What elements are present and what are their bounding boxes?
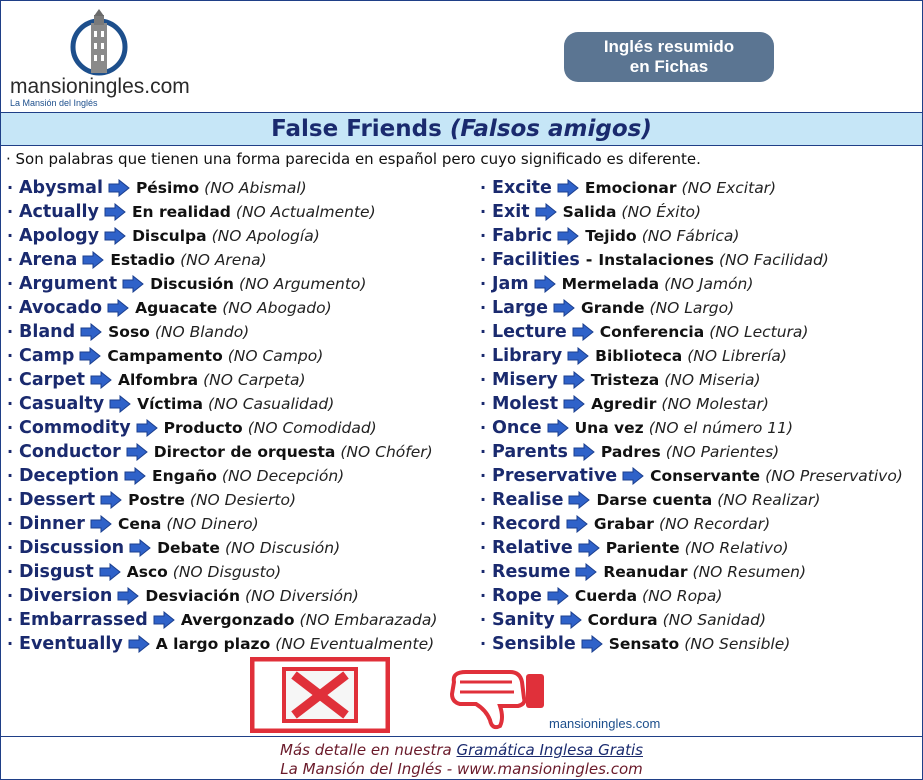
- arrow-right-icon: [107, 299, 129, 317]
- word-row: [480, 488, 903, 512]
- bullet: ·: [7, 202, 14, 221]
- false-translation: (NO Diversión): [245, 587, 359, 605]
- spanish-meaning: Cena: [117, 515, 162, 533]
- word-row: [7, 272, 437, 296]
- arrow-right-icon: [100, 491, 122, 509]
- bullet: ·: [7, 586, 14, 605]
- bullet: ·: [480, 562, 487, 581]
- footer-line-1: [1, 741, 922, 760]
- word-row: [480, 296, 903, 320]
- false-translation: (NO Facilidad): [719, 251, 829, 269]
- bullet: ·: [7, 634, 14, 653]
- bullet: ·: [480, 178, 487, 197]
- word-row: [480, 536, 903, 560]
- bullet: ·: [480, 442, 487, 461]
- bullet: ·: [7, 274, 14, 293]
- bullet: ·: [480, 250, 487, 269]
- english-word: Deception: [19, 466, 120, 486]
- false-translation: (NO Comodidad): [247, 419, 377, 437]
- false-translation: (NO Largo): [649, 299, 735, 317]
- bullet: ·: [7, 562, 14, 581]
- false-translation: (NO Embarazada): [299, 611, 438, 629]
- false-translation: (NO Relativo): [684, 539, 789, 557]
- grammar-link[interactable]: Gramática Inglesa Gratis: [456, 741, 643, 759]
- english-word: Casualty: [19, 394, 105, 414]
- bullet: ·: [480, 226, 487, 245]
- word-row: [7, 536, 437, 560]
- tower-logo-icon: [69, 9, 129, 77]
- english-word: Sensible: [492, 634, 576, 654]
- english-word: Commodity: [19, 418, 131, 438]
- word-row: [7, 416, 437, 440]
- english-word: Fabric: [492, 226, 553, 246]
- bullet: ·: [7, 298, 14, 317]
- spanish-meaning: Reanudar: [603, 563, 688, 581]
- english-word: Disgust: [19, 562, 94, 582]
- arrow-right-icon: [108, 179, 130, 197]
- bullet: ·: [480, 466, 487, 485]
- spanish-meaning: Darse cuenta: [596, 491, 713, 509]
- arrow-right-icon: [126, 443, 148, 461]
- spanish-meaning: Aguacate: [135, 299, 218, 317]
- english-word: Embarrassed: [19, 610, 148, 630]
- false-translation: (NO Arena): [180, 251, 267, 269]
- arrow-right-icon: [99, 563, 121, 581]
- spanish-meaning: Campamento: [107, 347, 223, 365]
- logo-subtitle: La Mansión del Inglés: [10, 98, 98, 108]
- bullet: ·: [480, 514, 487, 533]
- false-translation: (NO Resumen): [692, 563, 806, 581]
- false-translation: (NO Argumento): [238, 275, 367, 293]
- arrow-right-icon: [153, 611, 175, 629]
- word-row: [7, 560, 437, 584]
- false-translation: (NO Apología): [211, 227, 320, 245]
- spanish-meaning: Estadio: [110, 251, 176, 269]
- spanish-meaning: Grabar: [593, 515, 654, 533]
- false-translation: (NO Librería): [687, 347, 787, 365]
- english-word: Jam: [492, 274, 529, 294]
- spanish-meaning: Discusión: [150, 275, 234, 293]
- arrow-right-icon: [553, 299, 575, 317]
- header: [1, 1, 922, 112]
- false-translation: (NO Molestar): [661, 395, 769, 413]
- english-word: Library: [492, 346, 563, 366]
- arrow-right-icon: [560, 611, 582, 629]
- bullet: ·: [480, 370, 487, 389]
- bullet: ·: [480, 394, 487, 413]
- spanish-meaning: Asco: [126, 563, 168, 581]
- arrow-right-icon: [547, 419, 569, 437]
- arrow-right-icon: [575, 563, 597, 581]
- word-row: [7, 320, 437, 344]
- bullet: ·: [7, 250, 14, 269]
- word-row: [7, 176, 437, 200]
- english-word: Rope: [492, 586, 542, 606]
- false-translation: (NO Desierto): [189, 491, 297, 509]
- english-word: Carpet: [19, 370, 86, 390]
- english-word: Misery: [492, 370, 558, 390]
- arrow-right-icon: [581, 635, 603, 653]
- english-word: Relative: [492, 538, 573, 558]
- word-row: [480, 392, 903, 416]
- arrow-right-icon: [573, 443, 595, 461]
- false-translation: (NO Abogado): [222, 299, 332, 317]
- bullet: ·: [7, 466, 14, 485]
- arrow-right-icon: [566, 515, 588, 533]
- english-word: Excite: [492, 178, 552, 198]
- word-row: [480, 320, 903, 344]
- word-row: [7, 512, 437, 536]
- spanish-meaning: Alfombra: [118, 371, 199, 389]
- badge-line-2: en Fichas: [629, 57, 709, 76]
- bullet: ·: [480, 322, 487, 341]
- false-translation: (NO Disgusto): [172, 563, 282, 581]
- mini-logo-text: mansioningles.com: [549, 716, 661, 731]
- spanish-meaning: Emocionar: [584, 179, 677, 197]
- false-translation: (NO Jamón): [664, 275, 754, 293]
- word-row: [480, 344, 903, 368]
- false-translation: (NO el número 11): [648, 419, 794, 437]
- false-translation: (NO Campo): [227, 347, 324, 365]
- word-row: [480, 272, 903, 296]
- spanish-meaning: Agredir: [591, 395, 657, 413]
- spanish-meaning: Grande: [581, 299, 645, 317]
- footer: [1, 736, 922, 779]
- word-row: [480, 416, 903, 440]
- word-row: [480, 632, 903, 656]
- spanish-meaning: Instalaciones: [598, 251, 714, 269]
- english-word: Argument: [19, 274, 118, 294]
- english-word: Parents: [492, 442, 568, 462]
- english-word: Arena: [19, 250, 78, 270]
- arrow-right-icon: [563, 395, 585, 413]
- english-word: Camp: [19, 346, 75, 366]
- english-word: Dinner: [19, 514, 85, 534]
- word-row: [7, 248, 437, 272]
- spanish-meaning: Engaño: [152, 467, 217, 485]
- title-main: False Friends: [271, 116, 442, 142]
- false-translation: (NO Ropa): [642, 587, 723, 605]
- arrow-right-icon: [117, 587, 139, 605]
- spanish-meaning: En realidad: [131, 203, 231, 221]
- false-translation: (NO Sanidad): [662, 611, 767, 629]
- page-title: [1, 112, 922, 146]
- arrow-right-icon: [563, 371, 585, 389]
- word-row: [480, 368, 903, 392]
- false-translation: (NO Fábrica): [641, 227, 740, 245]
- false-translation: (NO Éxito): [621, 203, 702, 221]
- arrow-right-icon: [90, 515, 112, 533]
- spanish-meaning: Director de orquesta: [153, 443, 336, 461]
- false-translation: (NO Recordar): [658, 515, 771, 533]
- english-word: Conductor: [19, 442, 121, 462]
- thumbs-down-icon: [446, 664, 552, 732]
- bullet: ·: [7, 514, 14, 533]
- arrow-right-icon: [129, 539, 151, 557]
- english-word: Facilities: [492, 250, 580, 270]
- english-word: Dessert: [19, 490, 96, 510]
- false-translation: (NO Lectura): [709, 323, 809, 341]
- spanish-meaning: Debate: [157, 539, 220, 557]
- bullet: ·: [480, 634, 487, 653]
- word-row: [7, 440, 437, 464]
- arrow-right-icon: [124, 467, 146, 485]
- bullet: ·: [7, 370, 14, 389]
- spanish-meaning: Salida: [562, 203, 617, 221]
- english-word: Large: [492, 298, 548, 318]
- word-row: [7, 392, 437, 416]
- spanish-meaning: Víctima: [137, 395, 203, 413]
- word-row: [7, 200, 437, 224]
- false-translation: (NO Preservativo): [765, 467, 903, 485]
- bullet: ·: [7, 394, 14, 413]
- false-translation: (NO Miseria): [664, 371, 761, 389]
- false-translation: (NO Blando): [154, 323, 250, 341]
- false-translation: (NO Chófer): [340, 443, 433, 461]
- arrow-right-icon: [568, 491, 590, 509]
- arrow-right-icon: [79, 347, 101, 365]
- arrow-right-icon: [122, 275, 144, 293]
- arrow-right-icon: [90, 371, 112, 389]
- spanish-meaning: Producto: [163, 419, 243, 437]
- word-row: [7, 584, 437, 608]
- spanish-meaning: Tejido: [585, 227, 637, 245]
- english-word: Lecture: [492, 322, 567, 342]
- arrow-right-icon: [104, 227, 126, 245]
- bullet: ·: [480, 418, 487, 437]
- english-word: Resume: [492, 562, 571, 582]
- arrow-right-icon: [109, 395, 131, 413]
- word-row: [7, 464, 437, 488]
- arrow-right-icon: [104, 203, 126, 221]
- bullet: ·: [480, 202, 487, 221]
- english-word: Abysmal: [19, 178, 103, 198]
- word-row: [7, 224, 437, 248]
- false-translation: (NO Decepción): [221, 467, 345, 485]
- x-mark-icon: [250, 657, 390, 733]
- english-word: Bland: [19, 322, 76, 342]
- word-row: [480, 464, 903, 488]
- english-word: Actually: [19, 202, 99, 222]
- bullet: ·: [480, 538, 487, 557]
- false-translation: (NO Abismal): [204, 179, 307, 197]
- english-word: Sanity: [492, 610, 555, 630]
- false-translation: (NO Carpeta): [203, 371, 306, 389]
- arrow-right-icon: [572, 323, 594, 341]
- word-row: [480, 584, 903, 608]
- footer-line-2: La Mansión del Inglés - www.mansioningles.com: [280, 760, 643, 778]
- arrow-right-icon: [567, 347, 589, 365]
- spanish-meaning: Pariente: [605, 539, 680, 557]
- false-translation: (NO Discusión): [224, 539, 341, 557]
- false-translation: (NO Sensible): [684, 635, 791, 653]
- word-row: [480, 440, 903, 464]
- word-row: [7, 296, 437, 320]
- spanish-meaning: Postre: [128, 491, 185, 509]
- section-badge: [564, 32, 774, 82]
- bullet: ·: [7, 178, 14, 197]
- bullet: ·: [480, 298, 487, 317]
- badge-line-1: Inglés resumido: [603, 37, 735, 56]
- spanish-meaning: A largo plazo: [155, 635, 271, 653]
- english-word: Diversion: [19, 586, 113, 606]
- false-translation: (NO Excitar): [681, 179, 777, 197]
- false-translation: (NO Eventualmente): [275, 635, 435, 653]
- spanish-meaning: Mermelada: [561, 275, 660, 293]
- arrow-right-icon: [557, 179, 579, 197]
- arrow-right-icon: [547, 587, 569, 605]
- dash-separator: -: [585, 250, 593, 269]
- false-translation: (NO Casualidad): [207, 395, 335, 413]
- bullet: ·: [480, 586, 487, 605]
- english-word: Avocado: [19, 298, 103, 318]
- footer-prefix: Más detalle en nuestra: [280, 741, 457, 759]
- spanish-meaning: Cuerda: [574, 587, 638, 605]
- arrow-right-icon: [622, 467, 644, 485]
- spanish-meaning: Biblioteca: [595, 347, 683, 365]
- bullet: ·: [480, 490, 487, 509]
- title-italic: (Falsos amigos): [449, 116, 652, 142]
- arrow-right-icon: [535, 203, 557, 221]
- bullet: ·: [480, 346, 487, 365]
- false-translation: (NO Dinero): [166, 515, 259, 533]
- spanish-meaning: Pésimo: [135, 179, 200, 197]
- english-word: Once: [492, 418, 542, 438]
- word-row: [480, 176, 903, 200]
- false-translation: (NO Actualmente): [235, 203, 376, 221]
- spanish-meaning: Conferencia: [599, 323, 705, 341]
- spanish-meaning: Disculpa: [132, 227, 207, 245]
- bullet: ·: [7, 226, 14, 245]
- bullet: ·: [7, 490, 14, 509]
- english-word: Realise: [492, 490, 564, 510]
- arrow-right-icon: [128, 635, 150, 653]
- word-row: [480, 608, 903, 632]
- spanish-meaning: Una vez: [574, 419, 644, 437]
- spanish-meaning: Conservante: [650, 467, 761, 485]
- bullet: ·: [480, 610, 487, 629]
- right-column: [480, 176, 903, 656]
- english-word: Eventually: [19, 634, 123, 654]
- word-row: [480, 248, 903, 272]
- bullet: ·: [480, 274, 487, 293]
- word-row: [7, 608, 437, 632]
- english-word: Discussion: [19, 538, 125, 558]
- arrow-right-icon: [136, 419, 158, 437]
- logo-text[interactable]: mansioningles.com: [10, 75, 190, 98]
- spanish-meaning: Desviación: [145, 587, 240, 605]
- english-word: Exit: [492, 202, 530, 222]
- spanish-meaning: Avergonzado: [180, 611, 295, 629]
- word-row: [7, 368, 437, 392]
- arrow-right-icon: [82, 251, 104, 269]
- word-row: [7, 632, 437, 656]
- bullet: ·: [7, 322, 14, 341]
- english-word: Preservative: [492, 466, 618, 486]
- arrow-right-icon: [578, 539, 600, 557]
- bullet: ·: [7, 538, 14, 557]
- word-row: [480, 200, 903, 224]
- spanish-meaning: Cordura: [587, 611, 658, 629]
- english-word: Apology: [19, 226, 100, 246]
- intro-text: · Son palabras que tienen una forma parecida en español pero cuyo significado es diferente.: [6, 150, 701, 168]
- false-translation: (NO Parientes): [665, 443, 780, 461]
- bullet: ·: [7, 418, 14, 437]
- spanish-meaning: Sensato: [608, 635, 680, 653]
- spanish-meaning: Soso: [108, 323, 150, 341]
- arrow-right-icon: [80, 323, 102, 341]
- bullet: ·: [7, 442, 14, 461]
- left-column: [7, 176, 437, 656]
- spanish-meaning: Tristeza: [590, 371, 660, 389]
- word-row: [7, 488, 437, 512]
- false-translation: (NO Realizar): [717, 491, 821, 509]
- spanish-meaning: Padres: [600, 443, 661, 461]
- bullet: ·: [7, 346, 14, 365]
- arrow-right-icon: [557, 227, 579, 245]
- english-word: Molest: [492, 394, 559, 414]
- arrow-right-icon: [534, 275, 556, 293]
- bullet: ·: [7, 610, 14, 629]
- word-row: [480, 224, 903, 248]
- english-word: Record: [492, 514, 561, 534]
- word-row: [480, 512, 903, 536]
- word-row: [7, 344, 437, 368]
- word-row: [480, 560, 903, 584]
